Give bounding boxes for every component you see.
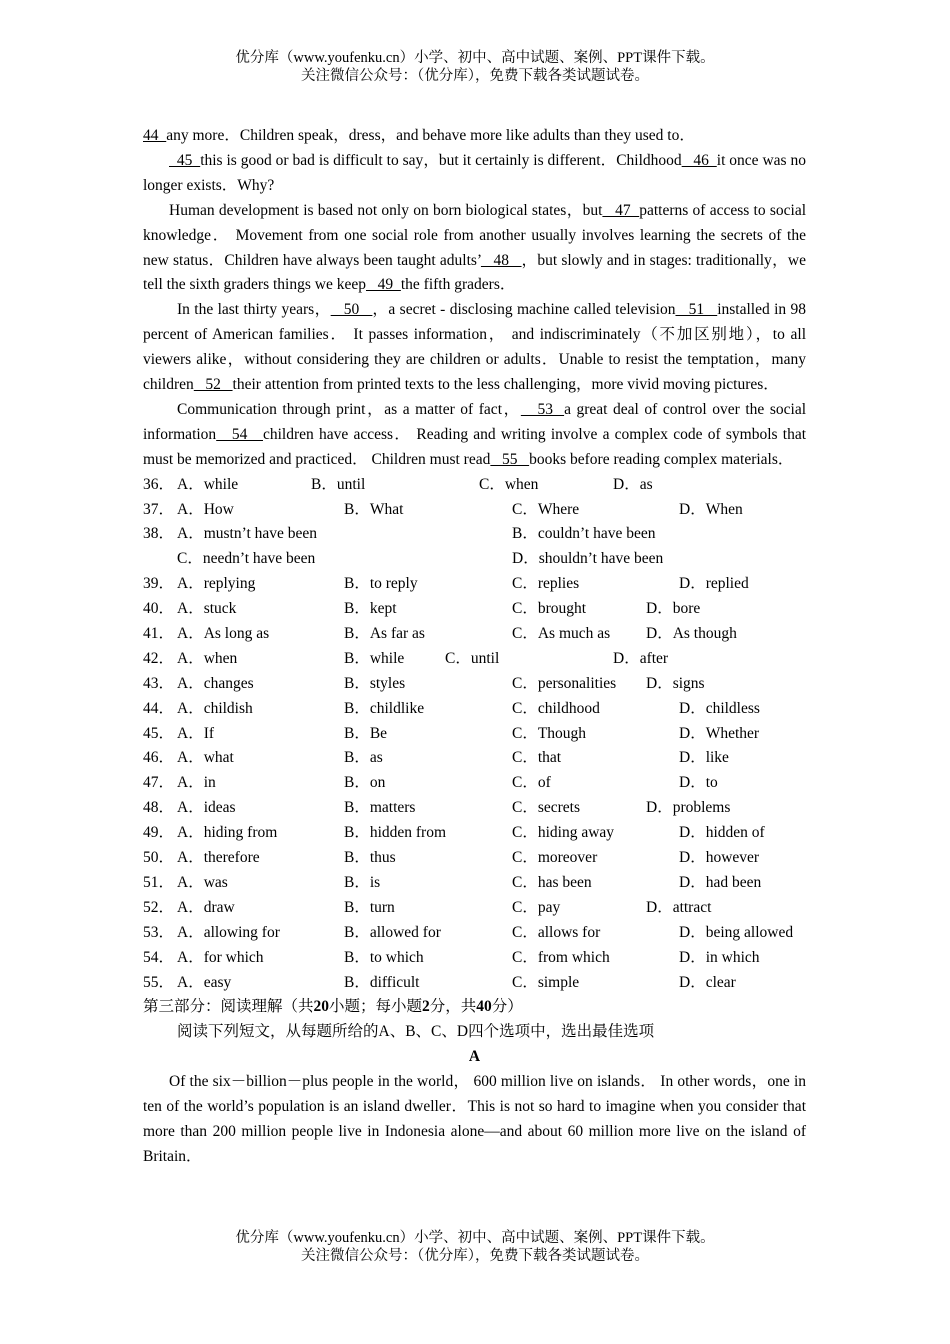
question-row — [143, 921, 806, 946]
option: C．has been — [512, 873, 592, 891]
option: C．that — [512, 749, 562, 767]
blank-52: 52 — [193, 376, 233, 394]
question-row — [143, 722, 806, 747]
question-row — [143, 846, 806, 871]
passage-paragraph-2 — [143, 149, 806, 199]
option: C．needn’t have been — [177, 550, 316, 568]
question-list — [143, 473, 806, 996]
option: A．ideas — [177, 799, 236, 817]
option: A．was — [177, 873, 228, 891]
option: A．changes — [177, 674, 254, 692]
question-number: 51． — [143, 873, 175, 891]
option: D．like — [679, 749, 729, 767]
text: 第三部分：阅读理解（共 — [143, 998, 314, 1016]
text: the fifth graders． — [400, 276, 516, 294]
passage-paragraph-3 — [143, 199, 806, 299]
option: D．Whether — [679, 724, 760, 742]
question-row — [143, 796, 806, 821]
option: B．allowed for — [344, 923, 441, 941]
option: D．problems — [646, 799, 731, 817]
option: D．as — [613, 475, 653, 493]
page-footer — [0, 1229, 950, 1265]
question-number: 52． — [143, 898, 175, 916]
option: D．shouldn’t have been — [512, 550, 664, 568]
question-row — [143, 746, 806, 771]
option: B．while — [344, 649, 405, 667]
text: Communication through print，as a matter of fact， — [177, 400, 521, 418]
question-row — [143, 522, 806, 547]
option: B．What — [344, 500, 404, 518]
option: D．being allowed — [679, 923, 794, 941]
option: A．If — [177, 724, 215, 742]
document-body — [143, 124, 806, 1170]
points-each: 2 — [422, 998, 430, 1016]
header-line-2: 关注微信公众号：（优分库），免费下载各类试题试卷。 — [301, 68, 649, 84]
option: A．when — [177, 649, 238, 667]
option: A．childish — [177, 699, 253, 717]
option: D．in which — [679, 948, 760, 966]
footer-line-1: 优分库（www.youfenku.cn）小学、初中、高中试题、案例、PPT课件下载。 — [235, 1230, 715, 1246]
option: B．to which — [344, 948, 424, 966]
option: C．moreover — [512, 849, 598, 867]
blank-54: 54 — [216, 425, 263, 443]
blank-48: 48 — [480, 251, 522, 269]
question-count: 20 — [313, 998, 330, 1016]
option: C．personalities — [512, 674, 617, 692]
option: D．clear — [679, 973, 736, 991]
question-number: 39． — [143, 575, 175, 593]
passage-title: A — [468, 1048, 481, 1066]
question-number: 36． — [143, 475, 175, 493]
option: A．for which — [177, 948, 264, 966]
question-row — [143, 946, 806, 971]
question-row — [143, 871, 806, 896]
option: A．stuck — [177, 600, 237, 618]
question-row — [143, 821, 806, 846]
question-row — [143, 572, 806, 597]
option: C．replies — [512, 575, 580, 593]
option: B．as — [344, 749, 383, 767]
option: D．childless — [679, 699, 760, 717]
option: D．however — [679, 849, 760, 867]
question-number: 43． — [143, 674, 175, 692]
option: D．bore — [646, 600, 701, 618]
question-row — [143, 672, 806, 697]
question-row — [143, 697, 806, 722]
option: A．hiding from — [177, 824, 278, 842]
text: books before reading complex materials． — [529, 450, 794, 468]
question-row — [143, 622, 806, 647]
option: C．As much as — [512, 625, 611, 643]
blank-53: 53 — [520, 400, 565, 418]
option: C．hiding away — [512, 824, 615, 842]
question-row — [143, 896, 806, 921]
total-points: 40 — [476, 998, 492, 1016]
option: D．hidden of — [679, 824, 765, 842]
question-number: 54． — [143, 948, 175, 966]
question-number: 45． — [143, 724, 175, 742]
blank-50: 50 — [330, 301, 373, 319]
option: C．secrets — [512, 799, 581, 817]
option: A．therefore — [177, 849, 260, 867]
option: D．When — [679, 500, 743, 518]
option: C．until — [445, 649, 500, 667]
text: this is good or bad is difficult to say，but it certainly is different．Childhood — [200, 151, 682, 169]
option: A．replying — [177, 575, 256, 593]
blank-47: 47 — [602, 201, 640, 219]
blank-51: 51 — [675, 301, 718, 319]
option: B．on — [344, 774, 386, 792]
question-row — [143, 547, 806, 572]
text: patterns of access to social knowledge． Movement from one social role from another usually involves learning the secrets of the new status．Children have always been taught adults’ — [143, 201, 807, 269]
option: C．simple — [512, 973, 580, 991]
option: A．while — [177, 475, 239, 493]
question-number: 38． — [143, 525, 175, 543]
option: C．of — [512, 774, 551, 792]
passage-paragraph-1 — [143, 124, 806, 149]
option: D．had been — [679, 873, 762, 891]
question-number: 48． — [143, 799, 175, 817]
option: D．replied — [679, 575, 749, 593]
option: B．thus — [344, 849, 396, 867]
option: C．Where — [512, 500, 580, 518]
option: C．allows for — [512, 923, 601, 941]
option: A．in — [177, 774, 216, 792]
option: C．brought — [512, 600, 587, 618]
text: children have access． Reading and writing involve a complex code of symbols that must be memorized and practiced． Children must read — [143, 425, 806, 468]
reading-passage-a: Of the six－billion－plus people in the world， 600 million live on islands． In other words，one in ten of the world’s population is an island dweller．This is not so hard to imagine when you consider that more than 200 million people live in Indonesia alone—and about 60 million more live on the island of Britain． — [143, 1073, 806, 1165]
option: C．when — [479, 475, 539, 493]
option: C．childhood — [512, 699, 600, 717]
question-number: 42． — [143, 649, 175, 667]
text: 小题；每小题 — [329, 998, 423, 1016]
text: a great deal of control over the social information — [143, 400, 807, 443]
header-line-1: 优分库（www.youfenku.cn）小学、初中、高中试题、案例、PPT课件下载。 — [235, 50, 715, 66]
text: their attention from printed texts to the less challenging，more vivid moving pictures． — [232, 376, 779, 394]
blank-45: 45 — [169, 151, 201, 169]
question-number: 53． — [143, 923, 175, 941]
question-row — [143, 647, 806, 672]
option: B．hidden from — [344, 824, 447, 842]
blank-49: 49 — [365, 276, 401, 294]
option: B．childlike — [344, 699, 425, 717]
option: B．is — [344, 873, 381, 891]
passage-paragraph-4 — [143, 298, 806, 398]
option: A．what — [177, 749, 234, 767]
question-number: 40． — [143, 600, 175, 618]
question-number: 55． — [143, 973, 175, 991]
section-3-instruction: 阅读下列短文，从每题所给的A、B、C、D四个选项中，选出最佳选项 — [177, 1023, 655, 1041]
option: A．allowing for — [177, 923, 280, 941]
question-number: 46． — [143, 749, 175, 767]
text: ，but slowly and in stages: traditionally，we tell the sixth graders things we keep — [143, 251, 806, 294]
text: In the last thirty years， — [177, 301, 331, 319]
option: C．Though — [512, 724, 587, 742]
option: B．until — [311, 475, 366, 493]
question-row — [143, 473, 806, 498]
text: 分） — [491, 998, 523, 1016]
question-row — [143, 771, 806, 796]
option: B．kept — [344, 600, 397, 618]
question-row — [143, 498, 806, 523]
option: A．How — [177, 500, 234, 518]
option: A．easy — [177, 973, 232, 991]
blank-44: 44 — [143, 127, 167, 144]
option: C．pay — [512, 898, 561, 916]
option: B．to reply — [344, 575, 418, 593]
option: D．after — [613, 649, 669, 667]
text: Human development is based not only on born biological states，but — [169, 201, 603, 219]
blank-55: 55 — [490, 450, 530, 468]
option: A．As long as — [177, 625, 270, 643]
option: A．mustn’t have been — [177, 525, 318, 543]
option: D．signs — [646, 674, 705, 692]
text: ，a secret - disclosing machine called television — [372, 301, 676, 319]
text: it once was no longer exists．Why? — [143, 151, 807, 194]
option: B．Be — [344, 724, 388, 742]
option: B．difficult — [344, 973, 420, 991]
option: A．draw — [177, 898, 235, 916]
option: D．attract — [646, 898, 712, 916]
question-number: 49． — [143, 824, 175, 842]
question-number: 44． — [143, 699, 175, 717]
section-3-heading — [143, 995, 806, 1020]
option: B．matters — [344, 799, 416, 817]
option: B．styles — [344, 674, 406, 692]
question-number: 47． — [143, 774, 175, 792]
option: C．from which — [512, 948, 610, 966]
option: B．couldn’t have been — [512, 525, 656, 543]
blank-46: 46 — [681, 151, 717, 169]
text: 分，共 — [429, 998, 477, 1016]
option: D．As though — [646, 625, 737, 643]
question-row — [143, 597, 806, 622]
text: installed in 98 percent of American families． It passes information， and indiscriminately（不加区别地），to all viewers alike，without considering they are children or adults．Unable to resist the temptation，many children — [143, 301, 807, 394]
question-number: 50． — [143, 849, 175, 867]
option: B．As far as — [344, 625, 425, 643]
question-number: 37． — [143, 500, 175, 518]
text: any more．Children speak，dress，and behave more like adults than they used to． — [166, 127, 695, 144]
footer-line-2: 关注微信公众号：（优分库），免费下载各类试题试卷。 — [301, 1248, 649, 1264]
option: B．turn — [344, 898, 395, 916]
page-header — [0, 49, 950, 85]
question-row — [143, 971, 806, 996]
option: D．to — [679, 774, 718, 792]
passage-paragraph-5 — [143, 398, 806, 473]
question-number: 41． — [143, 625, 175, 643]
